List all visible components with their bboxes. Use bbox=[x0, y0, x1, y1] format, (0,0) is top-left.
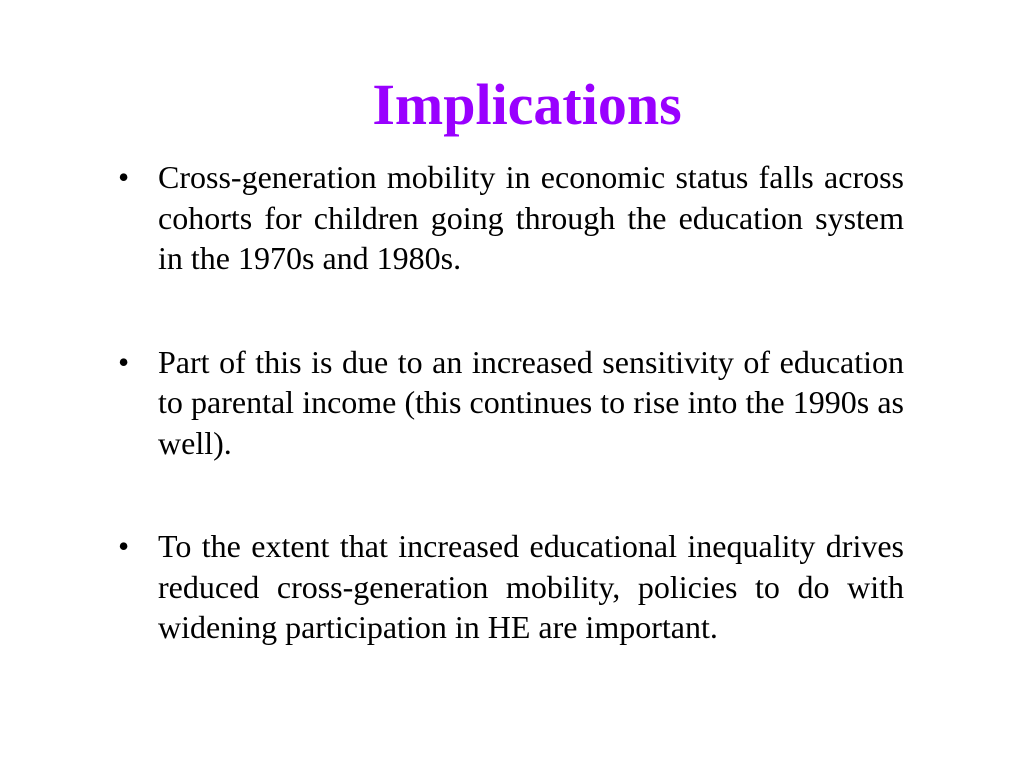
bullet-item bbox=[118, 342, 904, 464]
bullet-item bbox=[118, 526, 904, 648]
slide-title: Implications bbox=[372, 72, 682, 137]
bullet-text: To the extent that increased educational inequality drives reduced cross-generation mobility, policies to do with widening participation in HE are important. bbox=[158, 528, 904, 645]
bullet-item bbox=[118, 157, 904, 279]
bullet-dot-icon: • bbox=[118, 159, 130, 195]
bullet-text: Part of this is due to an increased sensitivity of education to parental income (this continues to rise into the 1990s as well). bbox=[158, 343, 904, 461]
bullet-dot-icon: • bbox=[118, 343, 130, 380]
bullet-list bbox=[118, 157, 904, 711]
bullet-text: Cross-generation mobility in economic status falls across cohorts for children going through the education system in the 1970s and 1980s. bbox=[158, 159, 904, 276]
bullet-dot-icon: • bbox=[118, 528, 130, 564]
